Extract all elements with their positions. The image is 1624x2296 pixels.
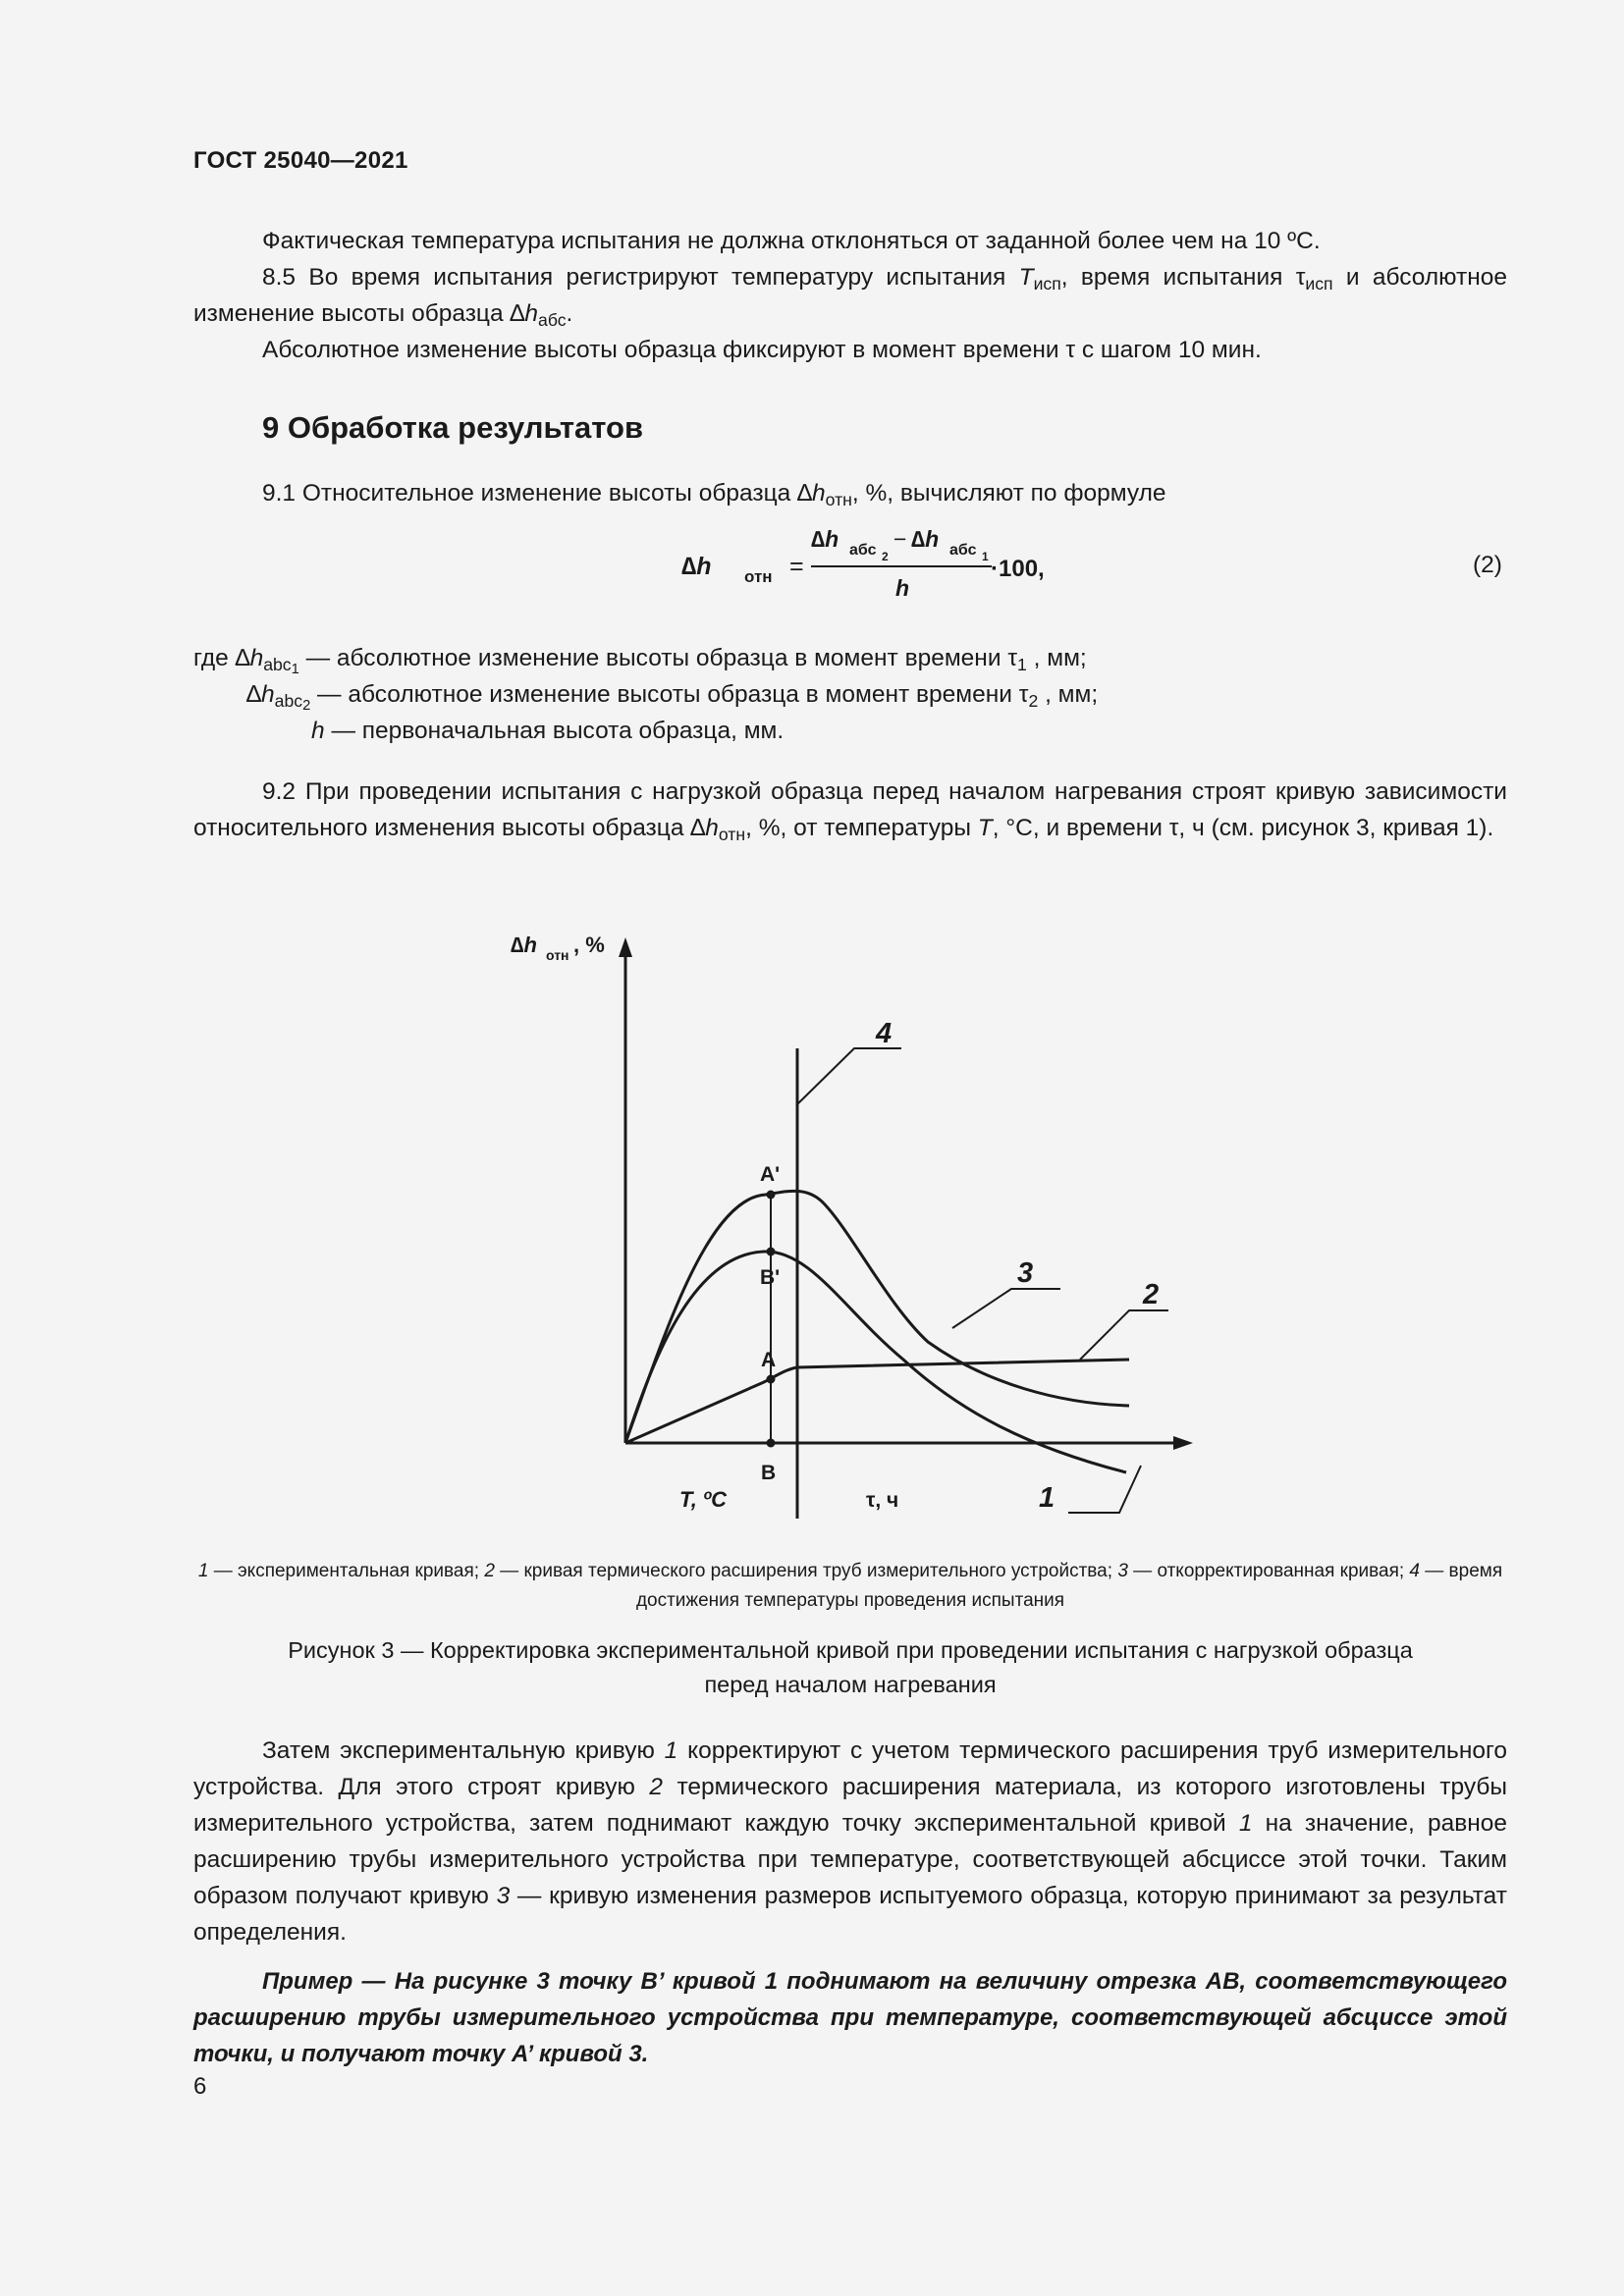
y-axis-label: ∆h (511, 933, 537, 957)
svg-text:отн: отн (546, 947, 569, 963)
x-axis-arrow (1173, 1436, 1193, 1450)
paragraph-correction-procedure: Затем экспериментальную кривую 1 корректируют с учетом термического расширения труб измерительного устройства. Для этого строят кривую 2 термического расширения материала, из которого изготовлены трубы измерительного устройства, затем поднимают каждую точку экспериментальной кривой 1 на значение, равное расширению трубы измерительного устройства при температуре, соответствующей абсциссе этой точки. Таким образом получают кривую 3 — кривую изменения размеров испытуемого образца, которую принимают за результат определения. (193, 1737, 1508, 1946)
curve-label-2: 2 (1143, 1279, 1160, 1310)
svg-text:·100,: ·100, (991, 556, 1045, 582)
leader-1 (1068, 1466, 1141, 1513)
svg-text:абс: абс (849, 542, 877, 559)
leader-4 (797, 1048, 901, 1104)
point-a (767, 1375, 776, 1384)
svg-text:отн: отн (744, 567, 773, 586)
label-a: A (761, 1349, 777, 1371)
figure-3-diagram (491, 918, 1218, 1526)
svg-text:, %: , % (573, 933, 605, 957)
figure-caption: Рисунок 3 — Корректировка экспериментальной кривой при проведении испытания с нагрузкой образца перед началом нагревания (288, 1637, 1413, 1697)
paragraph-9-1: 9.1 Относительное изменение высоты образца $\Delta h_{отн}$, %, вычисляют по формуле (262, 480, 1166, 509)
definition-row: h — первоначальная высота образца, мм. (311, 718, 785, 744)
y-axis-arrow (619, 937, 632, 957)
point-b (767, 1439, 776, 1448)
paragraph-height-recording: Абсолютное изменение высоты образца фиксируют в момент времени τ с шагом 10 мин. (262, 337, 1262, 363)
svg-text:∆h: ∆h (811, 526, 839, 552)
leader-2 (1080, 1310, 1168, 1360)
svg-text:∆h: ∆h (681, 553, 712, 580)
svg-text:абс: абс (949, 542, 977, 559)
curve-3-corrected (625, 1191, 1129, 1443)
x-axis-label-temperature: T, ºС (679, 1487, 727, 1512)
example-note: Пример — На рисунке 3 точку B’ кривой 1 поднимают на величину отрезка АВ, соответствующего расширению трубы измерительного устройства при температуре, соответствующей абсциссе этой точки, и получают точку А’ кривой 3. (193, 1968, 1507, 2067)
svg-text:∆h: ∆h (911, 526, 940, 552)
svg-text:1: 1 (982, 550, 989, 563)
leader-3 (952, 1289, 1060, 1328)
label-b-prime: B' (760, 1266, 781, 1289)
point-b-prime (767, 1248, 776, 1256)
point-a-prime (767, 1191, 776, 1200)
svg-text:−: − (893, 526, 907, 552)
curve-label-3: 3 (1017, 1257, 1034, 1289)
definition-row: где $\Delta h_{abc1}$ — абсолютное изменение высоты образца в момент времени $\tau_1$ , мм; (193, 645, 1087, 678)
page-number: 6 (193, 2073, 207, 2100)
definition-row: $\Delta h_{abc2}$ — абсолютное изменение высоты образца в момент времени $\tau_2$ , мм; (246, 681, 1099, 715)
svg-text:h: h (895, 575, 910, 601)
paragraph-9-2: 9.2 При проведении испытания с нагрузкой образца перед началом нагревания строят кривую зависимости относительного изменения высоты образца $\Delta h_{отн}$, %, от температуры T, °С, и времени τ, ч (см. рисунок 3, кривая 1). (193, 778, 1507, 844)
x-axis-label-time: τ, ч (866, 1489, 899, 1512)
svg-text:=: = (789, 553, 804, 580)
equation-number: (2) (1473, 552, 1502, 578)
curve-label-4: 4 (876, 1018, 893, 1049)
paragraph-temperature-tolerance: Фактическая температура испытания не должна отклоняться от заданной более чем на 10 ºС. (262, 228, 1321, 254)
formula-relative-height-change (679, 525, 1045, 614)
paragraph-8-5: 8.5 Во время испытания регистрируют температуру испытания $T_{исп}$, время испытания $\tau_{исп}$ и абсолютное изменение высоты образца $\Delta h_{абс}$. (193, 264, 1507, 330)
svg-text:2: 2 (882, 550, 889, 563)
formula-definitions (193, 640, 1099, 749)
curve-label-1: 1 (1039, 1482, 1056, 1514)
curve-2-thermal (625, 1360, 1129, 1443)
standard-header: ГОСТ 25040—2021 (193, 147, 408, 174)
label-b: B (761, 1462, 777, 1484)
label-a-prime: A' (760, 1163, 781, 1186)
section-heading: 9 Обработка результатов (262, 410, 644, 445)
figure-legend: 1 — экспериментальная кривая; 2 — кривая термического расширения труб измерительного устройства; 3 — откорректированная кривая; 4 — время достижения температуры проведения испытания (197, 1561, 1503, 1611)
